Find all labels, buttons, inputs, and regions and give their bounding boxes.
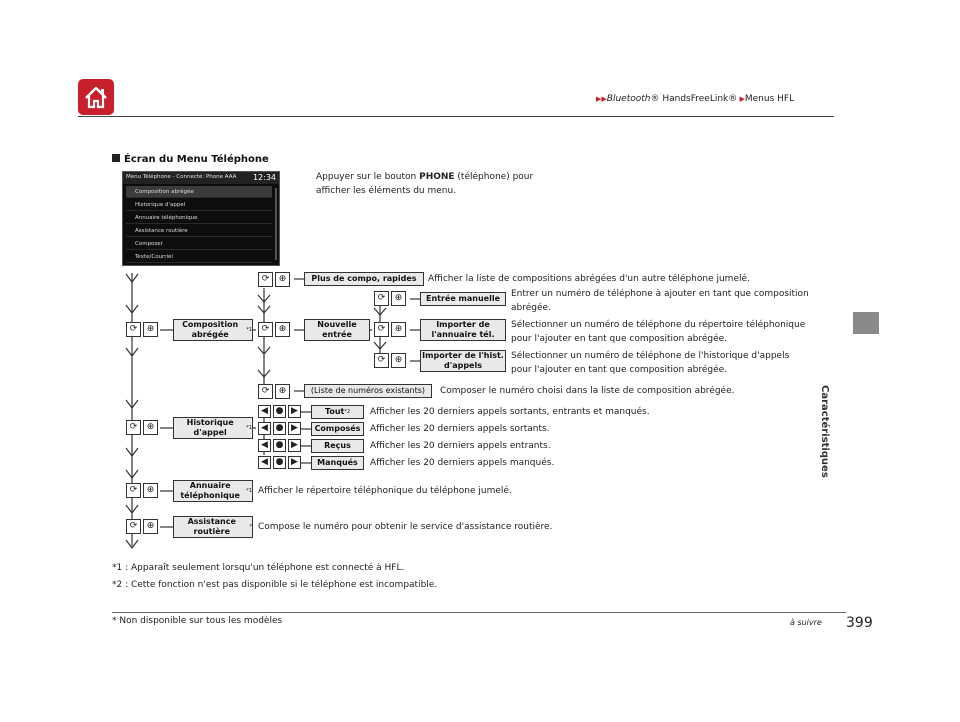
desc-composes: Afficher les 20 derniers appels sortants. bbox=[370, 424, 550, 434]
tout-box[interactable] bbox=[311, 405, 364, 419]
screen-item[interactable]: Historique d'appel bbox=[126, 199, 272, 211]
knob-group bbox=[126, 483, 158, 498]
screen-item[interactable]: Assistance routière bbox=[126, 225, 272, 237]
desc-hist-2: pour l'ajouter en tant que composition abrégée. bbox=[511, 365, 728, 375]
entree-manuelle-box[interactable]: Entrée manuelle bbox=[420, 292, 506, 306]
crumb-menus[interactable]: Menus HFL bbox=[744, 94, 795, 104]
screen-item[interactable]: Annuaire téléphonique bbox=[126, 212, 272, 224]
knob-rotate-icon: ● bbox=[273, 405, 286, 418]
knob-rotate-icon: ▶ bbox=[288, 456, 301, 469]
screen-clock: 12:34 bbox=[252, 173, 276, 182]
liste-numeros-box[interactable]: (Liste de numéros existants) bbox=[304, 384, 432, 398]
crumb-hfl[interactable]: ® HandsFreeLink® bbox=[650, 94, 738, 104]
desc-assistance: Compose le numéro pour obtenir le service d'assistance routière. bbox=[258, 522, 553, 532]
box-label: Assistance routière bbox=[187, 517, 236, 536]
section-title-text: Écran du Menu Téléphone bbox=[124, 154, 269, 165]
recus-box[interactable]: Reçus bbox=[311, 439, 364, 453]
knob-group bbox=[258, 439, 301, 452]
knob-group bbox=[374, 322, 406, 337]
box-sup: *1 bbox=[246, 425, 252, 431]
knob-group bbox=[258, 384, 290, 399]
knob-rotate-icon: ◀ bbox=[258, 439, 271, 452]
box-label: Composition abrégée bbox=[182, 320, 239, 339]
composes-box[interactable]: Composés bbox=[311, 422, 364, 436]
knob-rotate-icon: ⊕ bbox=[391, 353, 406, 368]
desc-annuaire-1: Sélectionner un numéro de téléphone du répertoire téléphonique bbox=[511, 320, 806, 330]
knob-rotate-icon: ⊕ bbox=[143, 519, 158, 534]
knob-rotate-icon: ▶ bbox=[288, 439, 301, 452]
intro-bold: PHONE bbox=[419, 172, 455, 182]
knob-group bbox=[126, 322, 158, 337]
desc-tout: Afficher les 20 derniers appels sortants, entrants et manqués. bbox=[370, 407, 650, 417]
desc-plus: Afficher la liste de compositions abrégées d'un autre téléphone jumelé. bbox=[428, 274, 750, 284]
desc-manuelle-2: abrégée. bbox=[511, 303, 551, 313]
desc-annuaire-2: pour l'ajouter en tant que composition abrégée. bbox=[511, 334, 728, 344]
knob-group bbox=[258, 322, 290, 337]
knob-group bbox=[258, 456, 301, 469]
screen-item[interactable]: Composer bbox=[126, 238, 272, 250]
knob-rotate-icon: ⊕ bbox=[391, 322, 406, 337]
knob-rotate-icon: ◀ bbox=[258, 456, 271, 469]
importer-hist-box[interactable]: Importer de l'hist. d'appels bbox=[420, 350, 506, 372]
footnote-1: *1 : Apparaît seulement lorsqu'un téléphone est connecté à HFL. bbox=[112, 563, 405, 573]
desc-recus: Afficher les 20 derniers appels entrants. bbox=[370, 441, 551, 451]
desc-manques: Afficher les 20 derniers appels manqués. bbox=[370, 458, 555, 468]
knob-group bbox=[258, 422, 301, 435]
screen-item[interactable]: Composition abrégée bbox=[126, 186, 272, 198]
box-label: Tout bbox=[324, 407, 345, 416]
knob-group bbox=[258, 405, 301, 418]
knob-rotate-icon: ⊕ bbox=[143, 483, 158, 498]
box-sup: *1 bbox=[246, 488, 252, 494]
knob-press-icon: ⟳ bbox=[126, 519, 141, 534]
composition-abregee-box[interactable] bbox=[173, 319, 253, 341]
knob-press-icon: ⟳ bbox=[258, 322, 273, 337]
knob-rotate-icon: ⊕ bbox=[143, 322, 158, 337]
knob-rotate-icon: ⊕ bbox=[275, 384, 290, 399]
knob-rotate-icon: ● bbox=[273, 456, 286, 469]
crumb-bluetooth[interactable]: Bluetooth bbox=[606, 94, 651, 104]
intro-post: (téléphone) pour bbox=[454, 172, 534, 182]
page-number: 399 bbox=[846, 615, 873, 631]
knob-rotate-icon: ● bbox=[273, 422, 286, 435]
footnote-2: *2 : Cette fonction n'est pas disponible si le téléphone est incompatible. bbox=[112, 580, 438, 590]
knob-rotate-icon: ◀ bbox=[258, 422, 271, 435]
knob-press-icon: ⟳ bbox=[126, 420, 141, 435]
knob-press-icon: ⟳ bbox=[258, 272, 273, 287]
knob-press-icon: ⟳ bbox=[374, 322, 389, 337]
knob-rotate-icon: ⊕ bbox=[391, 291, 406, 306]
knob-group bbox=[374, 291, 406, 306]
manques-box[interactable]: Manqués bbox=[311, 456, 364, 470]
knob-rotate-icon: ⊕ bbox=[275, 322, 290, 337]
desc-manuelle-1: Entrer un numéro de téléphone à ajouter en tant que composition bbox=[511, 289, 809, 299]
nouvelle-entree-box[interactable]: Nouvelle entrée bbox=[304, 319, 370, 341]
screen-item[interactable]: Texte/Courriel bbox=[126, 251, 272, 263]
plus-compo-box[interactable]: Plus de compo, rapides bbox=[304, 272, 424, 286]
screen-title: Menu Téléphone - Connecté: Phone AAA bbox=[126, 174, 237, 180]
knob-press-icon: ⟳ bbox=[126, 483, 141, 498]
knob-group bbox=[258, 272, 290, 287]
knob-group bbox=[374, 353, 406, 368]
importer-annuaire-box[interactable]: Importer de l'annuaire tél. bbox=[420, 319, 506, 341]
breadcrumb: ▶▶Bluetooth® HandsFreeLink® ▶Menus HFL bbox=[596, 94, 795, 104]
knob-press-icon: ⟳ bbox=[374, 353, 389, 368]
knob-press-icon: ⟳ bbox=[126, 322, 141, 337]
knob-rotate-icon: ◀ bbox=[258, 405, 271, 418]
footer-rule bbox=[112, 612, 846, 613]
intro-pre: Appuyer sur le bouton bbox=[316, 172, 420, 182]
knob-rotate-icon: ▶ bbox=[288, 405, 301, 418]
assistance-routiere-box[interactable] bbox=[173, 516, 253, 538]
box-sup: *2 bbox=[344, 409, 351, 415]
box-label: Annuaire téléphonique bbox=[180, 481, 240, 500]
knob-group bbox=[126, 420, 158, 435]
knob-rotate-icon: ⊕ bbox=[143, 420, 158, 435]
footer-note: * Non disponible sur tous les modèles bbox=[112, 616, 283, 626]
desc-liste: Composer le numéro choisi dans la liste de composition abrégée. bbox=[440, 386, 735, 396]
desc-hist-import bbox=[511, 349, 789, 377]
historique-appel-box[interactable] bbox=[173, 417, 253, 439]
knob-press-icon: ⟳ bbox=[258, 384, 273, 399]
knob-group bbox=[126, 519, 158, 534]
desc-annuaire: Afficher le répertoire téléphonique du téléphone jumelé. bbox=[258, 486, 512, 496]
knob-rotate-icon: ▶ bbox=[288, 422, 301, 435]
desc-annuaire-import bbox=[511, 318, 805, 346]
knob-rotate-icon: ⊕ bbox=[275, 272, 290, 287]
box-label: Historique d'appel bbox=[186, 418, 234, 437]
footer-suite[interactable]: à suivre bbox=[790, 618, 822, 627]
box-sup: * bbox=[249, 524, 252, 530]
desc-manuelle bbox=[511, 287, 809, 315]
intro-line2: afficher les éléments du menu. bbox=[316, 186, 457, 196]
side-label: Caractéristiques bbox=[819, 385, 830, 478]
annuaire-telephonique-box[interactable] bbox=[173, 480, 253, 502]
box-sup: *1 bbox=[246, 327, 252, 333]
knob-press-icon: ⟳ bbox=[374, 291, 389, 306]
knob-rotate-icon: ● bbox=[273, 439, 286, 452]
desc-hist-1: Sélectionner un numéro de téléphone de l'historique d'appels bbox=[511, 351, 790, 361]
